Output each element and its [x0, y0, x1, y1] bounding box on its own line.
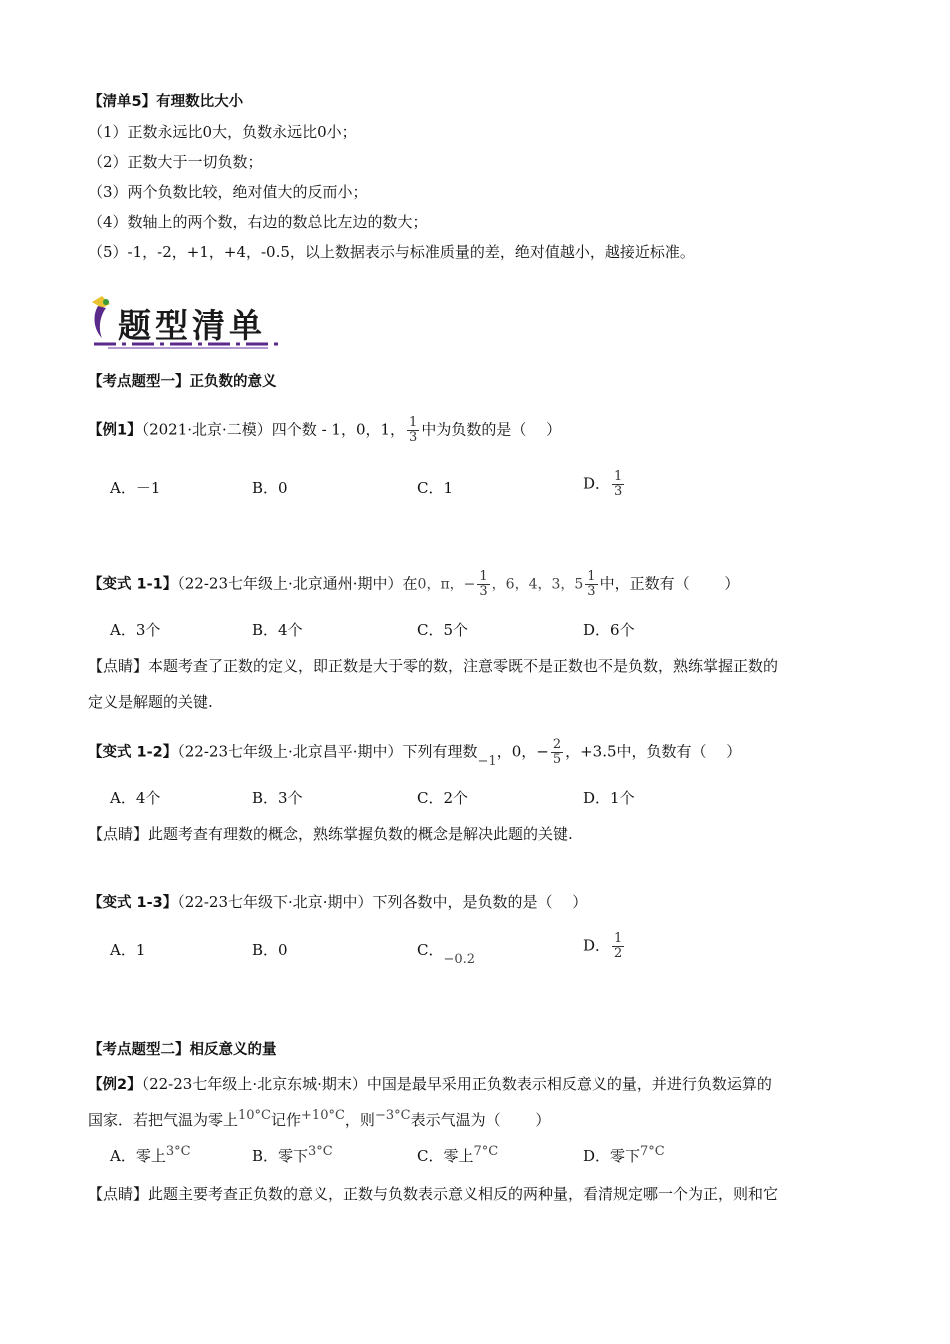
var2-frac [551, 738, 563, 767]
topic2-title: 【考点题型二】相反意义的量 [88, 1042, 277, 1058]
var1-frac1 [477, 570, 489, 599]
var3-optc-value: −0.2 [443, 952, 476, 967]
ex1-optd-num: 1 [614, 469, 623, 484]
var2-question [88, 738, 741, 767]
ex2-opta-text: A．零上 [110, 1147, 166, 1165]
var1-tail: 中，正数有（ ） [599, 574, 740, 593]
list5-item-2: （2）正数大于一切负数； [88, 153, 263, 171]
var2-text: （22-23七年级上·北京昌平·期中）下列有理数 [177, 742, 478, 761]
var1-question [88, 570, 739, 599]
ex2-text-2c: ，则 [344, 1111, 375, 1129]
ex1-tail: 中为负数的是（ ） [421, 420, 562, 439]
ex1-question [88, 416, 561, 445]
var1-frac1-den: 3 [479, 584, 488, 599]
ex2-option-c [417, 1146, 498, 1168]
ex2-comment: 【点睛】此题主要考查正负数的意义，正数与负数表示意义相反的两种量，看清规定哪一个为正，则和它 [88, 1185, 779, 1203]
ex2-temp-1: 10°C [238, 1108, 272, 1123]
var1-frac1-num: 1 [479, 569, 488, 584]
var1-option-d: D．6个 [583, 621, 635, 639]
banner-title: 题型清单 [118, 306, 266, 345]
var3-optd-label: D． [583, 936, 611, 955]
list5-item-1: （1）正数永远比0大，负数永远比0小； [88, 123, 357, 141]
var2-neg-one: −1 [477, 753, 497, 769]
question-types-banner [88, 292, 284, 356]
var1-nums-b: ，6，4，3，5 [491, 576, 584, 593]
ex2-optc-temp: 7°C [473, 1144, 499, 1159]
ex1-fraction [407, 416, 419, 445]
var1-label: 【变式 1-1】 [88, 576, 178, 593]
ex1-frac-num: 1 [409, 415, 418, 430]
ex1-optd-label: D． [583, 474, 611, 493]
ex1-option-b: B．0 [252, 479, 288, 497]
ex2-text-1: （22-23七年级上·北京东城·期末）中国是最早采用正负数表示相反意义的量，并进行负数运算的 [141, 1075, 772, 1093]
list5-item-4: （4）数轴上的两个数，右边的数总比左边的数大； [88, 213, 428, 231]
ex2-optc-text: C．零上 [417, 1147, 474, 1165]
ex2-opta-temp: 3°C [165, 1144, 191, 1159]
var1-option-b: B．4个 [252, 621, 303, 639]
var2-frac-den: 5 [552, 752, 562, 767]
var3-question [88, 892, 587, 913]
ex1-label: 【例1】 [88, 422, 142, 439]
var1-text: （22-23七年级上·北京通州·期中）在 [177, 574, 418, 593]
ex2-line-2 [88, 1110, 550, 1132]
var2-mid: ，0，− [496, 742, 549, 761]
topic1-title: 【考点题型一】正负数的意义 [88, 374, 277, 390]
ex2-text-2d: 表示气温为（ ） [410, 1111, 551, 1129]
var1-comment-2: 定义是解题的关键. [88, 693, 213, 711]
var1-option-a: A．3个 [110, 621, 161, 639]
var2-option-b: B．3个 [252, 789, 303, 807]
var3-optd-num: 1 [614, 931, 623, 946]
ex1-optd-den: 3 [614, 484, 623, 499]
var2-option-a: A．4个 [110, 789, 161, 807]
var3-option-c [417, 940, 476, 967]
var3-optc-label: C． [417, 941, 444, 959]
var3-optd-den: 2 [614, 946, 623, 961]
var1-frac2-den: 3 [587, 584, 596, 599]
ex2-optb-text: B．零下 [252, 1147, 309, 1165]
ex2-temp-3: −3°C [374, 1108, 411, 1123]
var3-option-b: B．0 [252, 941, 288, 959]
var2-option-d: D．1个 [583, 789, 635, 807]
var1-comment: 【点睛】本题考查了正数的定义，即正数是大于零的数，注意零既不是正数也不是负数，熟练掌握正数的 [88, 657, 779, 675]
list5-item-3: （3）两个负数比较，绝对值大的反而小； [88, 183, 368, 201]
var2-tail: ，+3.5中，负数有（ ） [565, 742, 742, 761]
ex1-option-c: C．1 [417, 479, 454, 497]
ex2-optb-temp: 3°C [308, 1144, 333, 1159]
ex2-text-2b: 记作 [271, 1111, 302, 1129]
ex2-option-d [583, 1146, 665, 1168]
var2-frac-num: 2 [552, 737, 562, 752]
ex2-option-b [252, 1146, 333, 1168]
ex2-optd-temp: 7°C [640, 1144, 665, 1159]
list5-title: 【清单5】有理数比大小 [88, 94, 244, 110]
var1-frac2-num: 1 [587, 569, 596, 584]
var1-frac2 [585, 570, 597, 599]
var1-option-c: C．5个 [417, 621, 469, 639]
ex1-optd-fraction [612, 470, 624, 499]
var3-label: 【变式 1-3】 [88, 895, 178, 911]
ex2-line-1 [88, 1074, 772, 1095]
ex2-text-2a: 国家．若把气温为零上 [88, 1111, 239, 1129]
ex2-option-a [110, 1146, 191, 1168]
var2-label: 【变式 1-2】 [88, 744, 178, 761]
list5-item-5: （5）-1，-2，+1，+4，-0.5，以上数据表示与标准质量的差，绝对值越小，越接近标准。 [88, 243, 695, 261]
var3-text: （22-23七年级下·北京·期中）下列各数中，是负数的是（ ） [177, 893, 588, 911]
var3-option-d [583, 932, 626, 961]
ex2-optd-text: D．零下 [583, 1147, 641, 1165]
ex1-text: （2021·北京·二模）四个数 - 1，0，1， [141, 420, 406, 439]
var2-option-c: C．2个 [417, 789, 469, 807]
ex2-temp-2: +10°C [301, 1108, 345, 1123]
var1-nums-a: 0，π，− [417, 576, 476, 593]
ex1-frac-den: 3 [409, 430, 418, 445]
var3-optd-fraction [612, 932, 624, 961]
ex1-option-a: A．－1 [110, 479, 161, 497]
ex2-label: 【例2】 [88, 1077, 142, 1093]
var2-comment: 【点睛】此题考查有理数的概念，熟练掌握负数的概念是解决此题的关键. [88, 825, 573, 843]
var3-option-a: A．1 [110, 941, 146, 959]
ex1-option-d [583, 470, 626, 499]
